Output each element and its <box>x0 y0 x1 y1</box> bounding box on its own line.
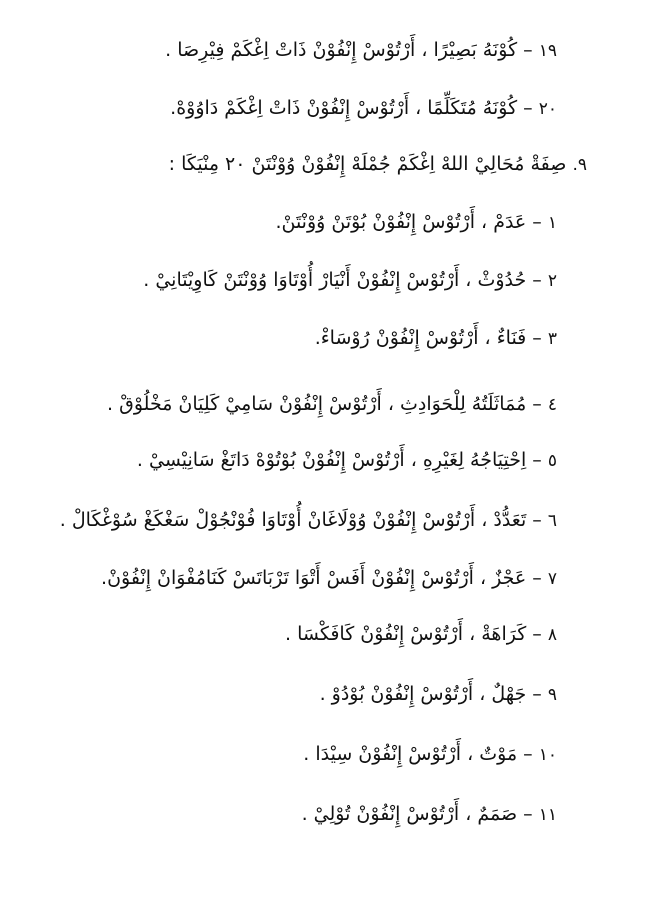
text-line-5 <box>137 446 557 475</box>
line-text: – تَعَدُّدْ ، أَرْتُوْسْ إِنْفُوْنْ وُوْلَاغَانْ أُوْتَاوَا فُوْنْجُوْلْ سَغْكَغْ سُوْغْكَالْ . <box>59 509 542 531</box>
line-number: ٢ <box>547 271 557 291</box>
line-text: – جَهْلٌ ، أَرْتُوْسْ إِنْفُوْنْ بُوْدُوْ . <box>319 683 542 705</box>
line-text: – عَجْزٌ ، أَرْتُوْسْ إِنْفُوْنْ أَفَسْ أَتْوَا تَرْبَاتَسْ كَنَامُفْوَانْ إِنْفُوْنْ. <box>101 567 542 589</box>
line-number: ١ <box>547 213 557 233</box>
text-line-1 <box>275 208 557 237</box>
line-number: ٧ <box>547 569 557 589</box>
line-number: ٨ <box>547 625 557 645</box>
text-line-20 <box>170 94 557 123</box>
section-number: ٩. <box>572 155 587 175</box>
line-text: – حُدُوْثْ ، أَرْتُوْسْ إِنْفُوْنْ أَنْيَارْ أُوْتَاوَا وُوْنْتَنْ كَاوِيْتَانِيْ . <box>143 269 542 291</box>
line-number: ٥ <box>547 451 557 471</box>
text-line-11 <box>302 800 557 829</box>
line-number: ١٩ <box>538 41 557 61</box>
line-text: – كَرَاهَةْ ، أَرْتُوْسْ إِنْفُوْنْ كَافَكْسَا . <box>285 623 542 645</box>
line-text: – كُوْنَهُ بَصِيْرًا ، أَرْتُوْسْ إِنْفُوْنْ ذَاتْ اِغْكَمْ فِيْرِصَا . <box>165 39 533 61</box>
line-number: ٦ <box>547 511 557 531</box>
line-text: – مُمَاثَلَتُهُ لِلْحَوَادِثِ ، أَرْتُوْسْ إِنْفُوْنْ سَامِيْ كَلِيَانْ مَخْلُوْقْ . <box>107 393 542 415</box>
line-number: ٣ <box>547 329 557 349</box>
line-text: – فَنَاءٌ ، أَرْتُوْسْ إِنْفُوْنْ رُوْسَاءْ. <box>314 327 542 349</box>
line-number: ٤ <box>547 395 557 415</box>
line-text: – عَدَمْ ، أَرْتُوْسْ إِنْفُوْنْ بُوْتَنْ وُوْنْتَنْ. <box>275 211 542 233</box>
section-text: صِفَةْ مُحَالِيْ اللهْ اِغْكَمْ جُمْلَهْ إِنْفُوْنْ وُوْنْتَنْ ٢٠ مِنْيَكَا : <box>168 153 567 175</box>
line-text: – صَمَمٌ ، أَرْتُوْسْ إِنْفُوْنْ تُوْلِيْ . <box>301 803 533 825</box>
text-line-3 <box>315 324 557 353</box>
text-line-7 <box>101 564 557 593</box>
text-line-19 <box>165 36 557 65</box>
text-line-4 <box>107 390 557 419</box>
line-number: ١١ <box>538 805 557 825</box>
section-heading <box>169 150 587 179</box>
line-number: ٢٠ <box>538 99 557 119</box>
text-line-10 <box>303 740 557 769</box>
text-line-2 <box>143 266 557 295</box>
line-text: – مَوْتٌ ، أَرْتُوْسْ إِنْفُوْنْ سِيْدَا . <box>303 743 533 765</box>
text-line-8 <box>285 620 557 649</box>
line-number: ٩ <box>547 685 557 705</box>
line-text: – اِحْتِيَاجُهُ لِغَيْرِهِ ، أَرْتُوْسْ إِنْفُوْنْ بُوْتُوْهْ دَاتَغْ سَانِيْسِيْ . <box>136 449 542 471</box>
text-line-9 <box>320 680 557 709</box>
text-line-6 <box>60 506 557 535</box>
line-text: – كُوْنَهُ مُتَكَلِّمًا ، أَرْتُوْسْ إِنْفُوْنْ ذَاتْ اِغْكَمْ دَاوُوْهْ. <box>170 97 533 119</box>
line-number: ١٠ <box>538 745 557 765</box>
